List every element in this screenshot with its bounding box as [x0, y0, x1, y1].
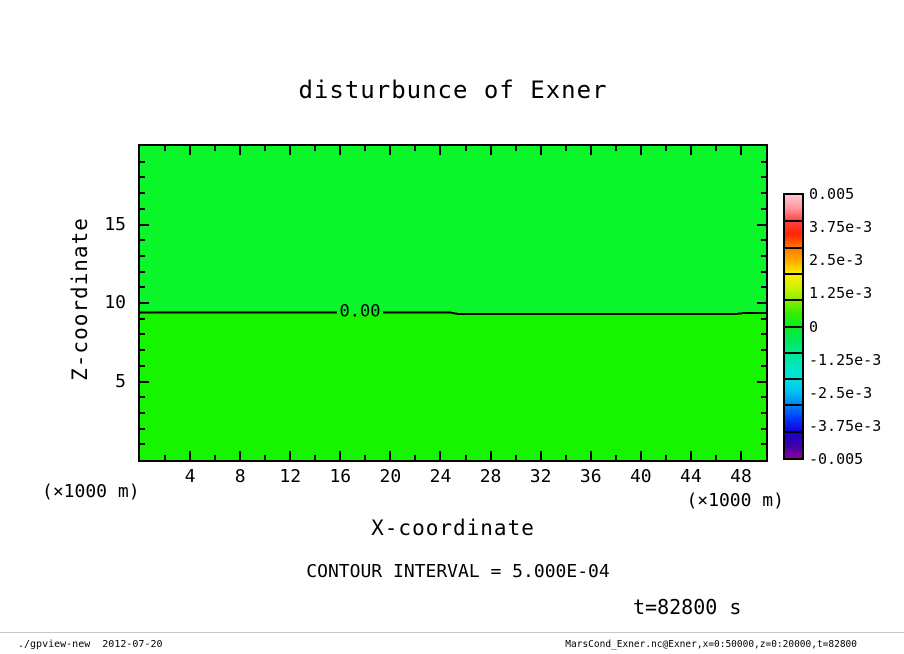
x-tick [364, 455, 366, 460]
x-tick-label: 24 [429, 466, 452, 487]
plot-area [138, 144, 768, 462]
x-tick-label: 4 [184, 466, 196, 487]
x-tick [665, 455, 667, 460]
y-tick-label: 5 [115, 370, 126, 392]
y-tick [761, 333, 766, 335]
x-tick [189, 451, 191, 460]
y-tick [761, 208, 766, 210]
x-tick-label: 8 [234, 466, 246, 487]
y-tick [140, 365, 145, 367]
y-tick-label: 15 [104, 213, 126, 235]
plot-title: disturbunce of Exner [298, 76, 608, 104]
x-tick [264, 455, 266, 460]
footer-program-stamp: ./gpview-new 2012-07-20 [18, 639, 163, 650]
x-tick [540, 146, 542, 155]
y-tick [140, 161, 145, 163]
footer-divider [0, 632, 904, 633]
y-tick [140, 428, 145, 430]
x-tick-label: 36 [579, 466, 602, 487]
x-tick-label: 20 [379, 466, 402, 487]
x-tick [715, 455, 717, 460]
y-tick [140, 396, 145, 398]
zero-contour-line [140, 146, 766, 460]
y-tick [140, 224, 149, 226]
y-tick [140, 349, 145, 351]
x-tick [214, 455, 216, 460]
y-tick-label: 10 [104, 292, 126, 313]
y-tick [761, 412, 766, 414]
colorbar-box-boundary [785, 247, 802, 249]
x-tick [465, 146, 467, 151]
x-tick [239, 451, 241, 460]
colorbar-tick-label: -1.25e-3 [809, 350, 882, 369]
colorbar-tick-label: 0.005 [809, 185, 855, 203]
x-tick [289, 451, 291, 460]
x-tick [314, 455, 316, 460]
colorbar-tick-label: 1.25e-3 [809, 284, 873, 303]
y-tick [761, 349, 766, 351]
x-axis-unit: (×1000 m) [686, 490, 784, 511]
colorbar-tick-label: 3.75e-3 [809, 218, 873, 237]
x-tick [740, 146, 742, 155]
x-tick-label: 48 [730, 466, 752, 487]
x-tick [515, 455, 517, 460]
x-tick [214, 146, 216, 151]
y-tick [761, 192, 766, 194]
y-tick [140, 286, 145, 288]
y-tick [140, 208, 145, 210]
contour-interval-note: CONTOUR INTERVAL = 5.000E-04 [306, 561, 610, 582]
colorbar-tick-label: -0.005 [809, 450, 864, 468]
y-tick [761, 176, 766, 178]
x-tick [515, 146, 517, 151]
y-tick [140, 255, 145, 257]
x-tick [389, 451, 391, 460]
y-tick [140, 443, 145, 445]
x-tick [665, 146, 667, 151]
y-tick [761, 365, 766, 367]
x-tick [439, 146, 441, 155]
y-tick [140, 302, 149, 304]
colorbar-tick-label: 2.5e-3 [809, 251, 864, 270]
y-tick [140, 239, 145, 241]
colorbar-tick-label: -2.5e-3 [809, 383, 873, 402]
colorbar [783, 193, 804, 460]
x-tick-label: 40 [629, 466, 652, 487]
x-tick-label: 16 [329, 466, 352, 487]
colorbar-box-boundary [785, 431, 802, 433]
colorbar-box-boundary [785, 352, 802, 354]
y-tick [140, 192, 145, 194]
x-tick [264, 146, 266, 151]
y-axis-unit: (×1000 m) [42, 481, 140, 502]
x-tick [690, 146, 692, 155]
x-tick [389, 146, 391, 155]
x-tick [339, 451, 341, 460]
colorbar-box-boundary [785, 378, 802, 380]
y-tick [761, 428, 766, 430]
x-tick [289, 146, 291, 155]
x-tick [640, 451, 642, 460]
x-tick [164, 146, 166, 151]
y-tick [757, 224, 766, 226]
x-tick [590, 451, 592, 460]
y-tick [140, 381, 149, 383]
x-tick [414, 146, 416, 151]
x-tick-label: 12 [279, 466, 302, 487]
y-tick [761, 255, 766, 257]
colorbar-box-boundary [785, 404, 802, 406]
x-tick [690, 451, 692, 460]
y-tick [140, 176, 145, 178]
y-tick [140, 271, 145, 273]
y-tick [761, 396, 766, 398]
y-tick [761, 239, 766, 241]
x-tick [339, 146, 341, 155]
x-tick-label: 28 [479, 466, 502, 487]
x-tick [715, 146, 717, 151]
colorbar-box-boundary [785, 299, 802, 301]
time-annotation: t=82800 s [633, 595, 742, 619]
x-tick [414, 455, 416, 460]
x-tick [565, 455, 567, 460]
x-tick [189, 146, 191, 155]
x-tick [314, 146, 316, 151]
y-tick [140, 412, 145, 414]
x-tick [615, 455, 617, 460]
y-tick [761, 286, 766, 288]
colorbar-box-boundary [785, 326, 802, 328]
x-tick [439, 451, 441, 460]
x-axis-title: X-coordinate [371, 516, 535, 540]
contour-line-label: 0.00 [339, 301, 381, 322]
x-tick [364, 146, 366, 151]
y-tick [761, 271, 766, 273]
y-tick [757, 381, 766, 383]
y-axis-title: Z-coordinate [68, 217, 92, 381]
x-tick [565, 146, 567, 151]
x-tick [615, 146, 617, 151]
footer-source-stamp: MarsCond_Exner.nc@Exner,x=0:50000,z=0:20000,t=82800 [565, 639, 857, 650]
colorbar-box-boundary [785, 273, 802, 275]
x-tick [490, 146, 492, 155]
y-tick [140, 333, 145, 335]
y-tick [761, 318, 766, 320]
x-tick [239, 146, 241, 155]
x-tick [490, 451, 492, 460]
x-tick [465, 455, 467, 460]
colorbar-tick-label: 0 [809, 317, 819, 336]
colorbar-tick-label: -3.75e-3 [809, 416, 882, 435]
x-tick-label: 44 [680, 466, 702, 487]
x-tick [590, 146, 592, 155]
y-tick [761, 443, 766, 445]
colorbar-box-boundary [785, 220, 802, 222]
y-tick [140, 318, 145, 320]
x-tick [540, 451, 542, 460]
x-tick-label: 32 [529, 466, 552, 487]
x-tick [164, 455, 166, 460]
x-tick [640, 146, 642, 155]
y-tick [761, 161, 766, 163]
y-tick [757, 302, 766, 304]
x-tick [740, 451, 742, 460]
